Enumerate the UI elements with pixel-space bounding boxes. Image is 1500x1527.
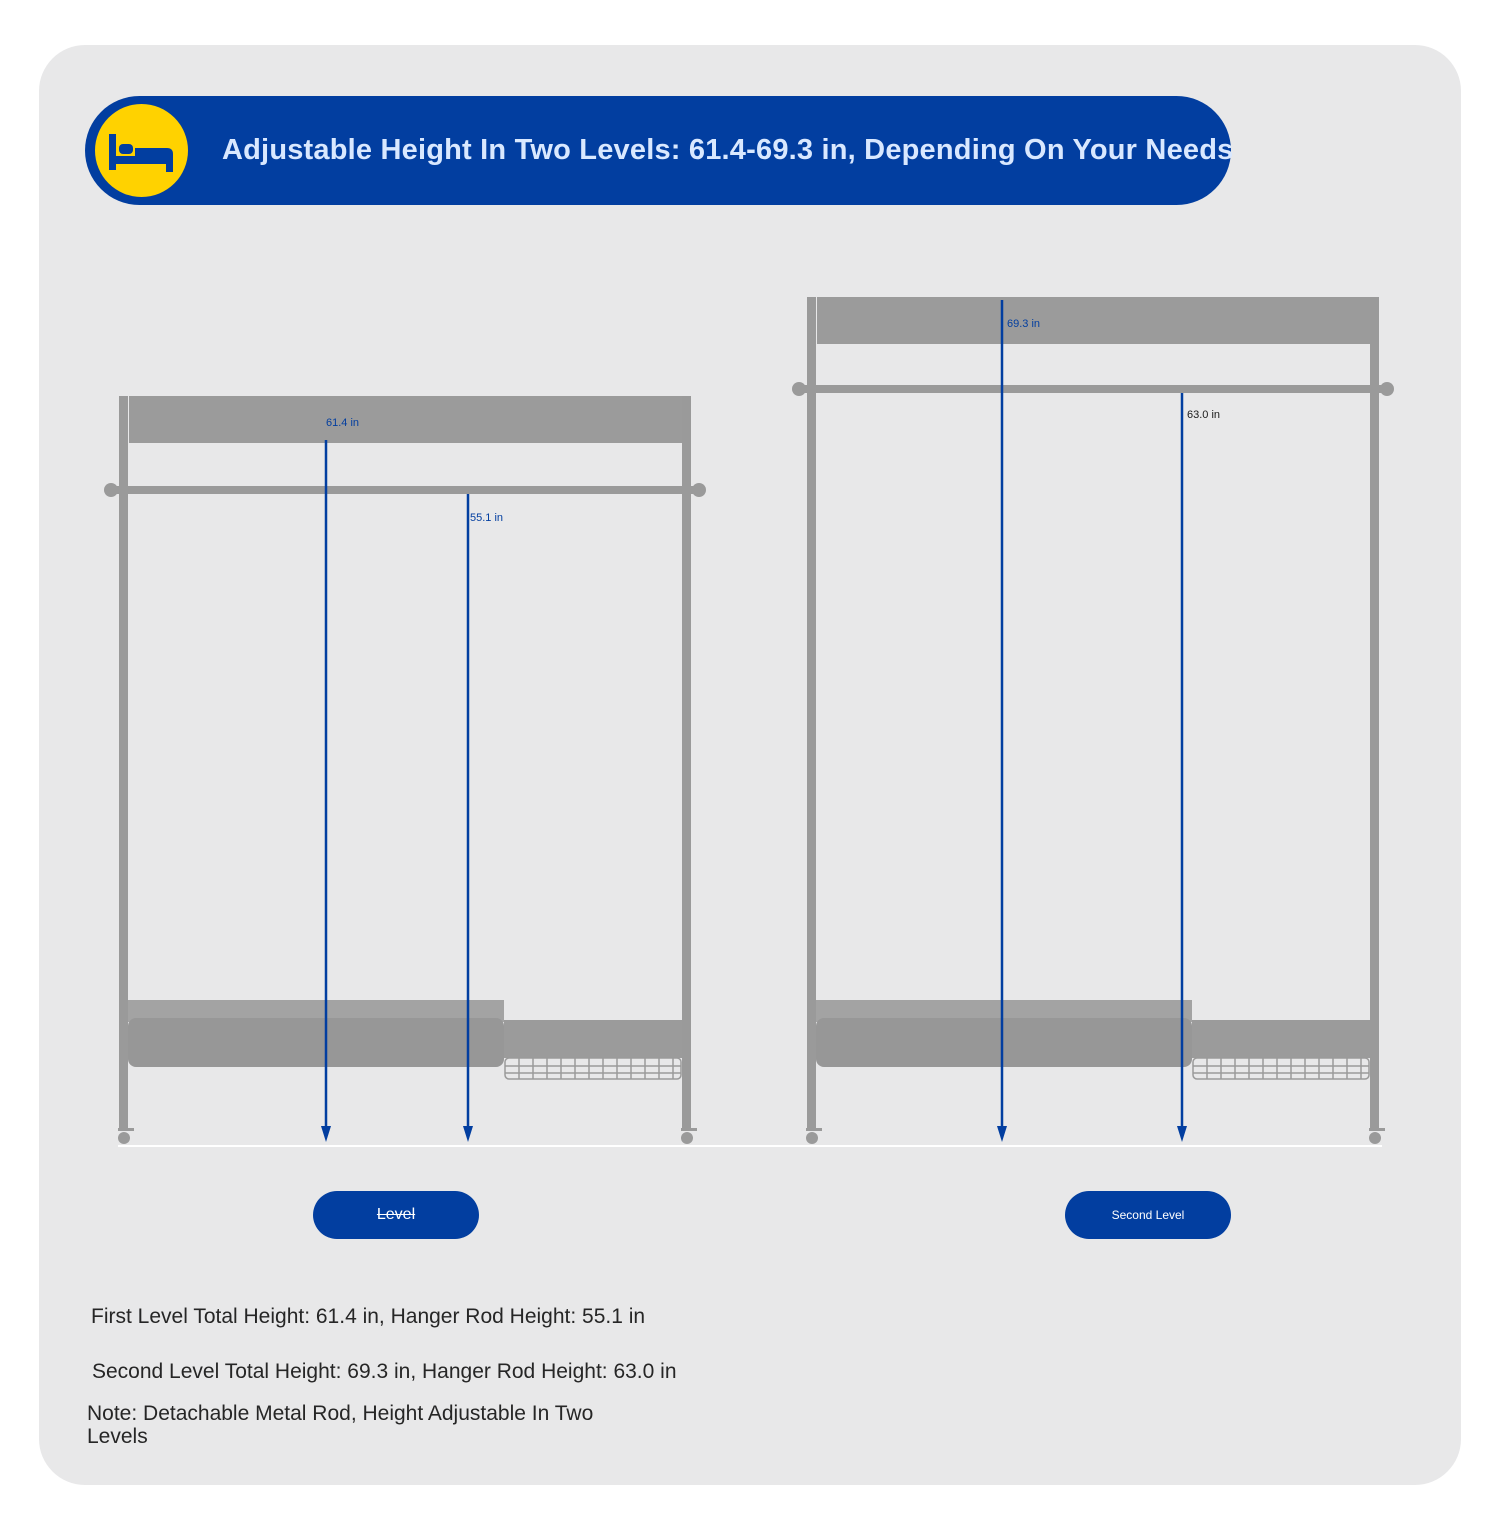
foot-right [1369,1128,1385,1131]
first-level-pill-label: Level [376,1206,416,1223]
first-level-rack [104,396,706,1144]
banner-title: Adjustable Height In Two Levels: 61.4-69.3 in, Depending On Your Needs [222,134,1234,166]
right-post [1370,297,1379,1128]
second-level-pill-label: Second Level [1111,1208,1185,1222]
side-shelf [1192,1020,1370,1058]
hanger-rod [112,486,699,494]
rod-end-right [1380,382,1394,396]
top-shelf [129,396,682,443]
foot-left [118,1128,134,1131]
second-level-rack [792,297,1394,1144]
drawer [816,1018,1192,1067]
top-shelf [817,297,1370,344]
foot-right [681,1128,697,1131]
hanger-rod [800,385,1387,393]
wheel-left [806,1132,818,1144]
total-height-label-second: 69.3 in [1007,318,1041,330]
wheel-right [1369,1132,1381,1144]
left-post [807,297,816,1128]
left-post [119,396,128,1128]
second-level-spec: Second Level Total Height: 69.3 in, Hanger Rod Height: 63.0 in [92,1360,677,1383]
wheel-right [681,1132,693,1144]
foot-left [806,1128,822,1131]
rod-height-label-first: 55.1 in [470,512,504,524]
side-shelf [504,1020,682,1058]
first-level-spec: First Level Total Height: 61.4 in, Hanger Rod Height: 55.1 in [91,1305,646,1328]
total-height-label-first: 61.4 in [326,417,360,429]
wheel-left [118,1132,130,1144]
rod-end-left [792,382,806,396]
detachable-rod-note: Note: Detachable Metal Rod, Height Adjustable In Two Levels [87,1402,594,1448]
wire-basket [505,1058,681,1079]
second-level-pill [1065,1191,1231,1239]
rod-end-right [692,483,706,497]
rod-end-left [104,483,118,497]
rod-height-label-second: 63.0 in [1187,409,1221,421]
first-level-pill [313,1191,479,1239]
right-post [682,396,691,1128]
wire-basket [1193,1058,1369,1079]
drawer [128,1018,504,1067]
